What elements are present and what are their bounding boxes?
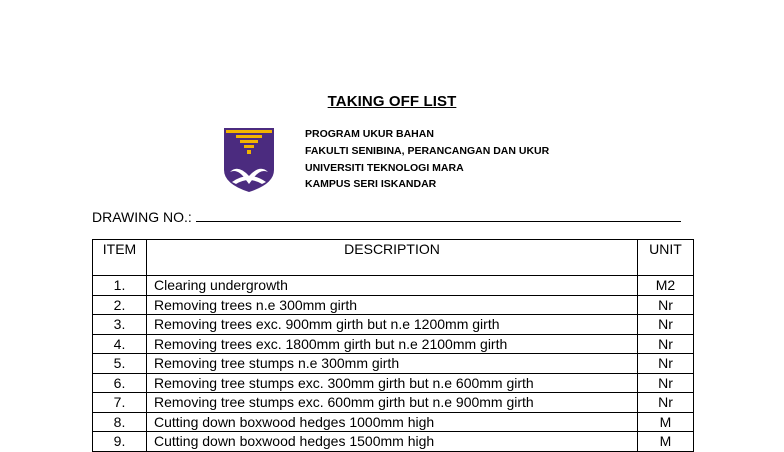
drawing-number-blank-line <box>196 209 681 222</box>
header-unit: UNIT <box>638 240 694 276</box>
table-row <box>93 276 694 296</box>
item-unit: Nr <box>638 373 694 393</box>
table-row <box>93 354 694 374</box>
program-line: PROGRAM UKUR BAHAN <box>305 128 434 140</box>
item-unit: M2 <box>638 276 694 296</box>
drawing-number-label: DRAWING NO.: <box>92 209 192 225</box>
header-description: DESCRIPTION <box>147 240 638 276</box>
item-unit: Nr <box>638 393 694 413</box>
item-number: 8. <box>93 412 147 432</box>
item-description: Removing tree stumps n.e 300mm girth <box>147 354 638 374</box>
drawing-number-field <box>92 209 692 225</box>
institution-block <box>305 126 549 193</box>
faculty-line: FAKULTI SENIBINA, PERANCANGAN DAN UKUR <box>305 144 550 157</box>
item-description: Removing trees exc. 900mm girth but n.e 1200mm girth <box>147 315 638 335</box>
header-item: ITEM <box>93 240 147 276</box>
item-unit: Nr <box>638 295 694 315</box>
item-description: Clearing undergrowth <box>147 276 638 296</box>
item-unit: Nr <box>638 334 694 354</box>
table-header-row <box>93 240 694 276</box>
document-title: TAKING OFF LIST <box>327 93 457 110</box>
table-row <box>93 412 694 432</box>
uitm-logo <box>222 126 276 194</box>
item-description: Removing tree stumps exc. 300mm girth but n.e 600mm girth <box>147 373 638 393</box>
item-description: Cutting down boxwood hedges 1500mm high <box>147 432 638 452</box>
item-number: 2. <box>93 295 147 315</box>
item-unit: Nr <box>638 315 694 335</box>
item-number: 4. <box>93 334 147 354</box>
table-row <box>93 295 694 315</box>
item-description: Removing trees n.e 300mm girth <box>147 295 638 315</box>
item-unit: M <box>638 432 694 452</box>
table-row <box>93 334 694 354</box>
item-description: Cutting down boxwood hedges 1000mm high <box>147 412 638 432</box>
item-description: Removing trees exc. 1800mm girth but n.e 2100mm girth <box>147 334 638 354</box>
taking-off-table <box>92 239 694 452</box>
table-row <box>93 373 694 393</box>
item-unit: M <box>638 412 694 432</box>
table-row <box>93 432 694 452</box>
university-line: UNIVERSITI TEKNOLOGI MARA <box>305 161 464 174</box>
table-row <box>93 393 694 413</box>
table-row <box>93 315 694 335</box>
campus-line: KAMPUS SERI ISKANDAR <box>305 178 437 191</box>
item-description: Removing tree stumps exc. 600mm girth but n.e 900mm girth <box>147 393 638 413</box>
item-number: 7. <box>93 393 147 413</box>
item-number: 9. <box>93 432 147 452</box>
item-number: 5. <box>93 354 147 374</box>
item-unit: Nr <box>638 354 694 374</box>
item-number: 3. <box>93 315 147 335</box>
item-number: 6. <box>93 373 147 393</box>
item-number: 1. <box>93 276 147 296</box>
